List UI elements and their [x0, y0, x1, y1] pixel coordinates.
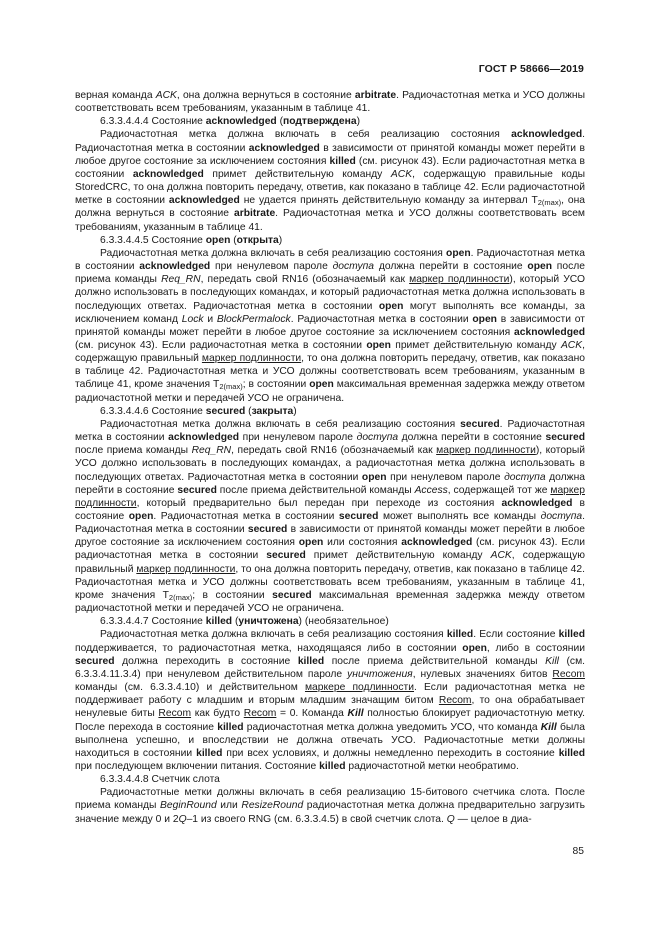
- text-run: , содержащую правильный: [75, 550, 585, 575]
- text-run: радиочастотной метки необратимо.: [345, 760, 519, 772]
- text-run: маркер подлинности: [136, 563, 236, 575]
- text-run: . Радиочастотная метка в состоянии: [75, 247, 586, 273]
- text-run: 2(max): [219, 382, 243, 392]
- text-run: acknowledged: [511, 129, 583, 141]
- text-run: , то она обрабатывает ненулевые биты: [75, 695, 585, 720]
- text-run: acknowledged: [401, 537, 473, 549]
- text-run: secured: [338, 511, 379, 522]
- document-body: [75, 89, 585, 826]
- text-run: open: [361, 471, 387, 483]
- text-run: Радиочастотная метка должна включать в себя реализацию состояния: [100, 129, 512, 141]
- text-run: , то она должна повторить передачу, ответив, как показано в таблице 42. Радиочастотная метка и УСО должны соответствовать всем требованиям, указанным в таблице 41, кроме значения T: [75, 353, 585, 391]
- text-run: доступа: [332, 261, 375, 273]
- text-run: после приема команды: [75, 261, 585, 286]
- text-run: BlockPermalock: [216, 313, 291, 325]
- text-run: 2(max): [168, 592, 193, 602]
- text-run: . Радиочастотная метка и УСО должны соответствовать всем требованиям, указанным в таблице 41.: [75, 90, 585, 115]
- section-heading: [75, 405, 585, 418]
- text-run: . Радиочастотная метка в состоянии: [75, 129, 585, 154]
- text-run: open: [527, 261, 553, 273]
- text-run: была выполнена успешно, и впоследствии не должна отвечать УСО. Радиочастотные метки должны находиться в состоянии: [75, 721, 585, 759]
- text-run: acknowledged: [514, 326, 585, 338]
- text-run: killed: [558, 747, 586, 759]
- text-run: , передать свой RN16 (обозначаемый как: [200, 274, 410, 286]
- text-run: доступа: [504, 471, 546, 483]
- text-run: . Радиочастотная метка в состоянии: [75, 511, 585, 536]
- text-run: killed: [196, 747, 223, 759]
- text-run: или состояния: [323, 537, 402, 549]
- text-run: open: [128, 511, 154, 522]
- text-run: Access: [414, 484, 448, 496]
- paragraph: [75, 418, 585, 615]
- text-run: (: [232, 616, 239, 628]
- text-run: BeginRound: [160, 800, 217, 812]
- text-run: open: [309, 379, 334, 391]
- text-run: Радиочастотная метка должна включать в себя реализацию состояния: [100, 418, 461, 430]
- text-run: secured: [266, 550, 306, 562]
- text-run: Радиочастотная метка должна включать в себя реализацию состояния: [100, 247, 447, 259]
- text-run: радиочастотная метка должна предварительно загрузить значение между 0 и 2: [75, 800, 586, 825]
- text-run: Kill: [347, 708, 364, 720]
- text-run: , содержащую правильные коды StoredCRC, то она должна повторить передачу, ответив, как показано в таблице 42. Если радиочастотной метке в состоянии: [75, 168, 585, 207]
- text-run: при последующем включении питания. Состояние: [75, 760, 320, 772]
- text-run: при ненулевом пароле: [386, 471, 505, 483]
- text-run: killed: [319, 760, 346, 772]
- text-run: ) (необязательное): [298, 616, 389, 628]
- text-run: 6.3.3.4.4.5 Состояние: [100, 234, 206, 246]
- text-run: верная команда: [75, 90, 156, 101]
- text-run: . Радиочастотная метка в состоянии: [290, 313, 473, 325]
- text-run: после приема действительной команды: [216, 484, 415, 496]
- text-run: должна перейти в состояние: [75, 471, 585, 496]
- text-run: , содержащей тот же: [447, 484, 551, 496]
- text-run: ), который УСО должно использовать в последующих командах, а радиочастотная метка должна использовать в последующих ответах. Радиочастотная метка в состоянии: [75, 445, 586, 483]
- text-run: killed: [217, 721, 244, 733]
- text-run: acknowledged: [501, 497, 573, 509]
- text-run: Lock: [181, 313, 204, 325]
- text-run: –1 из своего RNG (см. 6.3.3.4.5) в свой счетчик слота.: [186, 813, 447, 825]
- text-run: acknowledged: [139, 261, 211, 273]
- text-run: поддерживается, то радиочастотная метка, находящаяся либо в состоянии: [75, 642, 463, 654]
- text-run: в зависимости от принятой команды может перейти в любое другое состояние за исключением состояния: [75, 524, 585, 549]
- text-run: уничтожена: [238, 616, 299, 628]
- text-run: подтверждена: [283, 116, 357, 128]
- text-run: в зависимости от принятой команды может перейти в любое другое состояние за исключением состояния: [75, 313, 585, 338]
- text-run: 6.3.3.4.4.6 Состояние: [100, 405, 206, 417]
- standard-designation: ГОСТ Р 58666—2019: [478, 63, 584, 75]
- text-run: secured: [545, 432, 585, 444]
- text-run: 6.3.3.4.4.4 Состояние: [100, 116, 206, 128]
- text-run: acknowledged: [132, 168, 204, 180]
- section-heading: [75, 615, 585, 628]
- text-run: как будто: [191, 708, 244, 720]
- text-run: (см. рисунок 43). Если радиочастотная метка в состоянии: [75, 339, 367, 351]
- text-run: (см. рисунок 43). Если радиочастотная метка в состоянии: [75, 155, 585, 180]
- text-run: Q: [446, 813, 455, 825]
- text-run: secured: [272, 589, 312, 601]
- text-run: закрыта: [251, 405, 294, 417]
- text-run: ), который УСО должно использовать в последующих командах, и который радиочастотная метка должна использовать в последующих ответах. Радиочастотная метка в состоянии: [75, 274, 585, 312]
- text-run: . Если состояние: [473, 629, 559, 641]
- text-run: Радиочастотная метка должна включать в себя реализацию состояния: [100, 629, 447, 641]
- text-run: killed: [329, 155, 356, 167]
- text-run: , то она должна повторить передачу, ответив, как показано в таблице 42. Радиочастотная метка и УСО должны соответствовать всем требованиям, указанным в таблице 41, кроме значения T: [75, 563, 586, 601]
- text-run: в зависимости от принятой команды может перейти в любое другое состояние за исключением состояния: [75, 142, 585, 167]
- text-run: максимальная временная задержка между ответом радиочастотной метки и передачей УСО не ограничена.: [75, 589, 585, 615]
- text-run: , она должна вернуться в состояние: [75, 195, 585, 220]
- text-run: команды (см. 6.3.3.4.10) и действительном: [75, 682, 305, 694]
- text-run: Kill: [545, 655, 559, 667]
- text-run: Req_RN: [191, 445, 232, 457]
- paragraph: [75, 628, 585, 773]
- text-run: secured: [460, 418, 500, 430]
- page-number: 85: [572, 846, 584, 857]
- text-run: или: [216, 800, 242, 812]
- text-run: acknowledged: [168, 432, 240, 444]
- text-run: (: [245, 405, 252, 417]
- text-run: радиочастотная метка должна уведомить УСО, что команда: [243, 721, 541, 733]
- text-run: killed: [558, 629, 585, 641]
- text-run: маркере подлинности: [304, 682, 415, 694]
- text-run: secured: [247, 524, 288, 536]
- text-run: open: [446, 247, 471, 259]
- text-run: open: [298, 537, 324, 549]
- text-run: после приема действительной команды: [324, 655, 546, 667]
- text-run: максимальная временная задержка между ответом радиочастотной метки и передачей УСО не ограничена.: [75, 379, 585, 404]
- text-run: . Радиочастотная метка и УСО должны соответствовать всем требованиям, указанным в таблице 41.: [75, 208, 585, 233]
- section-heading: [75, 773, 585, 786]
- text-run: secured: [177, 484, 217, 496]
- text-run: маркер подлинности: [201, 353, 302, 365]
- text-run: может выполнять все команды: [378, 511, 541, 522]
- text-run: должна перейти в состояние: [374, 261, 528, 273]
- text-run: Recom: [243, 708, 277, 720]
- text-run: open: [472, 313, 497, 325]
- text-run: Recom: [158, 708, 192, 720]
- text-run: ACK: [155, 90, 177, 101]
- text-run: . Если радиочастотная метка не поддерживает работу с младшим и вторым младшим значащим битом: [75, 682, 585, 707]
- text-run: secured: [205, 405, 246, 417]
- text-run: = 0. Команда: [276, 708, 348, 720]
- text-run: open: [366, 339, 391, 351]
- text-run: arbitrate: [354, 90, 397, 101]
- text-run: при ненулевом пароле: [239, 432, 357, 444]
- text-run: open: [462, 642, 487, 654]
- text-run: (: [230, 234, 237, 246]
- section-heading: [75, 115, 585, 128]
- text-run: доступа: [356, 432, 399, 444]
- text-run: Kill: [540, 721, 557, 733]
- text-run: доступа: [540, 511, 583, 522]
- text-run: 2(max): [537, 198, 562, 208]
- text-run: ACK: [490, 550, 512, 562]
- text-run: ACK: [390, 168, 413, 180]
- text-run: должна перейти в состояние: [398, 432, 546, 444]
- text-run: маркер подлинности: [409, 274, 510, 286]
- text-run: открыта: [236, 234, 279, 246]
- text-run: ): [356, 116, 360, 128]
- text-run: (: [276, 116, 284, 128]
- text-run: при ненулевом пароле: [210, 261, 333, 273]
- text-run: ; в состоянии: [192, 589, 273, 601]
- text-run: маркер подлинности: [436, 445, 536, 457]
- text-run: acknowledged: [168, 195, 240, 207]
- text-run: , либо в состоянии: [486, 642, 585, 654]
- text-run: , она должна вернуться в состояние: [176, 90, 355, 101]
- text-run: 6.3.3.4.4.7 Состояние: [100, 616, 206, 628]
- text-run: secured: [75, 655, 115, 667]
- text-run: open: [378, 300, 404, 312]
- text-run: уничтожения: [347, 668, 413, 680]
- text-run: не удается принять действительную команду за интервал T: [239, 195, 538, 207]
- text-run: , передать свой RN16 (обозначаемый как: [231, 445, 437, 457]
- text-run: killed: [205, 616, 233, 628]
- text-run: ): [278, 234, 283, 246]
- text-run: после приема команды: [75, 445, 192, 457]
- text-run: acknowledged: [248, 142, 320, 154]
- text-run: — целое в диа-: [454, 813, 532, 825]
- text-run: маркер подлинности: [75, 484, 585, 509]
- text-run: . Радиочастотная метка в состоянии: [75, 418, 586, 444]
- section-heading: [75, 234, 585, 247]
- text-run: Радиочастотные метки должны включать в себя реализацию 15-битового счетчика слота. После приема команды: [75, 787, 585, 812]
- text-run: ResizeRound: [241, 800, 304, 812]
- paragraph: [75, 128, 585, 233]
- text-run: killed: [297, 655, 325, 667]
- text-run: примет действительную команду: [305, 550, 491, 562]
- text-run: могут выполнять все команды, за исключением команд: [75, 300, 585, 325]
- text-run: , который предварительно был передан при переходе из состояния: [136, 497, 502, 509]
- text-run: ): [293, 405, 297, 417]
- text-run: arbitrate: [233, 208, 276, 220]
- text-run: полностью блокирует радиочастотную метку. После перехода в состояние: [75, 708, 585, 733]
- text-run: 6.3.3.4.4.8 Счетчик слота: [100, 774, 220, 786]
- text-run: должна переходить в состояние: [114, 655, 298, 667]
- text-run: acknowledged: [205, 116, 277, 128]
- text-run: , нулевых значениях битов: [412, 668, 553, 680]
- text-run: killed: [446, 629, 474, 641]
- text-run: , содержащую правильный: [75, 339, 585, 365]
- text-run: (см. рисунок 43). Если радиочастотная метка в состоянии: [75, 537, 585, 562]
- text-run: примет действительную команду: [203, 168, 391, 180]
- text-run: (см. 6.3.3.4.11.3.4) при ненулевом действительном пароле: [75, 655, 586, 680]
- text-run: Req_RN: [161, 274, 201, 286]
- text-run: и: [203, 313, 217, 325]
- text-run: Q: [178, 813, 187, 825]
- text-run: ACK: [560, 339, 583, 351]
- text-run: Recom: [438, 695, 472, 707]
- text-run: ; в состоянии: [242, 379, 310, 391]
- text-run: open: [205, 234, 231, 246]
- text-run: при всех условиях, и должны немедленно переходить в состояние: [222, 747, 559, 759]
- text-run: Recom: [552, 668, 586, 680]
- text-run: примет действительную команду: [390, 339, 561, 351]
- paragraph: [75, 786, 585, 825]
- text-run: . Радиочастотная метка в состоянии: [153, 511, 339, 522]
- paragraph: [75, 247, 585, 405]
- paragraph: [75, 89, 585, 115]
- text-run: в состояние: [75, 497, 585, 522]
